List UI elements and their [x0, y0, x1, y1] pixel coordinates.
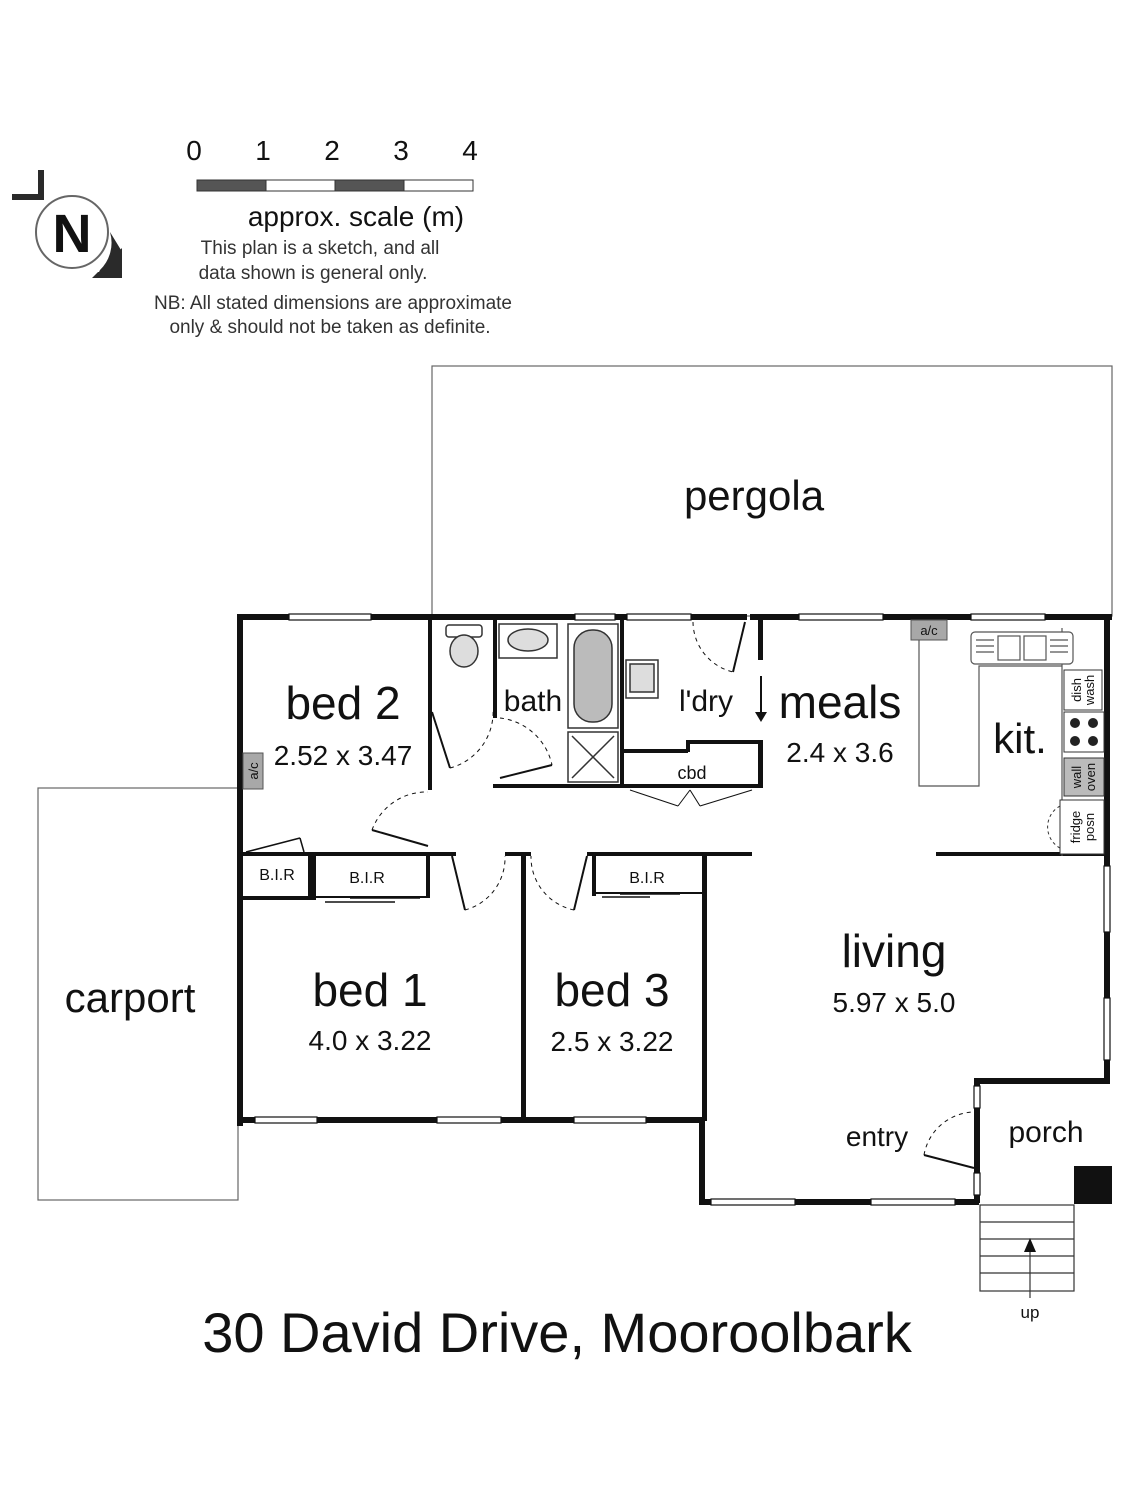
label-bed3: bed 3 [554, 964, 670, 1016]
scale-tick-0: 0 [186, 135, 202, 166]
fridge-position [1048, 800, 1104, 854]
label-living: living [841, 925, 947, 977]
label-bed2: bed 2 [285, 677, 401, 729]
label-meals: meals [778, 676, 902, 728]
up-arrow-icon [1024, 1238, 1036, 1252]
scale-tick-4: 4 [462, 135, 478, 166]
wall-oven [1064, 758, 1104, 796]
kitchen-sink-icon [971, 632, 1073, 664]
nb-line-2: only & should not be taken as definite. [169, 317, 491, 338]
label-bed1: bed 1 [312, 964, 428, 1016]
label-kitchen: kit. [993, 715, 1047, 762]
scale-bar [154, 135, 512, 338]
wall-oven-label-1: wall [1069, 765, 1084, 789]
label-bir-left: B.I.R [259, 867, 295, 884]
address-title: 30 David Drive, Mooroolbark [202, 1301, 912, 1364]
label-entry: entry [845, 1121, 909, 1152]
ac-unit-bed2 [243, 753, 263, 789]
dims-meals: 2.4 x 3.6 [786, 737, 894, 768]
north-arrow-icon [12, 170, 122, 278]
bathtub-icon [568, 624, 618, 728]
label-laundry: l'dry [678, 685, 734, 718]
porch-post [1074, 1166, 1112, 1204]
label-bath: bath [503, 685, 563, 718]
nb-line-1: NB: All stated dimensions are approximate [153, 293, 513, 314]
ac-unit-kitchen [911, 620, 947, 640]
shower-icon [568, 732, 618, 782]
laundry-trough-icon [626, 660, 658, 698]
fridge-label-1: fridge [1068, 810, 1083, 844]
label-bir-right: B.I.R [629, 870, 665, 887]
dishwasher-label-1: dish [1069, 678, 1084, 702]
dims-bed3: 2.5 x 3.22 [550, 1026, 674, 1057]
dims-living: 5.97 x 5.0 [832, 987, 956, 1018]
dims-bed2: 2.52 x 3.47 [273, 740, 413, 771]
ac-bed2-label: a/c [246, 762, 261, 780]
dishwasher [1064, 670, 1102, 710]
label-bir-mid: B.I.R [349, 870, 385, 887]
dishwasher-label-2: wash [1082, 674, 1097, 706]
toilet-icon [446, 625, 482, 667]
compass-letter: N [52, 204, 92, 264]
disclaimer-line-2: data shown is general only. [198, 263, 428, 284]
fridge-label-2: posn [1082, 812, 1097, 842]
label-cbd: cbd [677, 763, 707, 783]
label-carport: carport [64, 974, 196, 1021]
scale-tick-1: 1 [255, 135, 271, 166]
wall-oven-label-2: oven [1083, 762, 1098, 792]
basin-icon [499, 624, 557, 658]
disclaimer-line-1: This plan is a sketch, and all [200, 238, 440, 259]
scale-tick-3: 3 [393, 135, 409, 166]
dims-bed1: 4.0 x 3.22 [308, 1025, 432, 1056]
laundry-arrow-icon [755, 676, 767, 722]
label-porch: porch [1008, 1116, 1084, 1149]
scale-tick-2: 2 [324, 135, 340, 166]
label-pergola: pergola [683, 472, 825, 519]
label-up: up [1020, 1303, 1040, 1322]
scale-label: approx. scale (m) [247, 201, 465, 232]
ac-kitchen-label: a/c [920, 623, 938, 638]
cooktop-icon [1064, 712, 1104, 752]
